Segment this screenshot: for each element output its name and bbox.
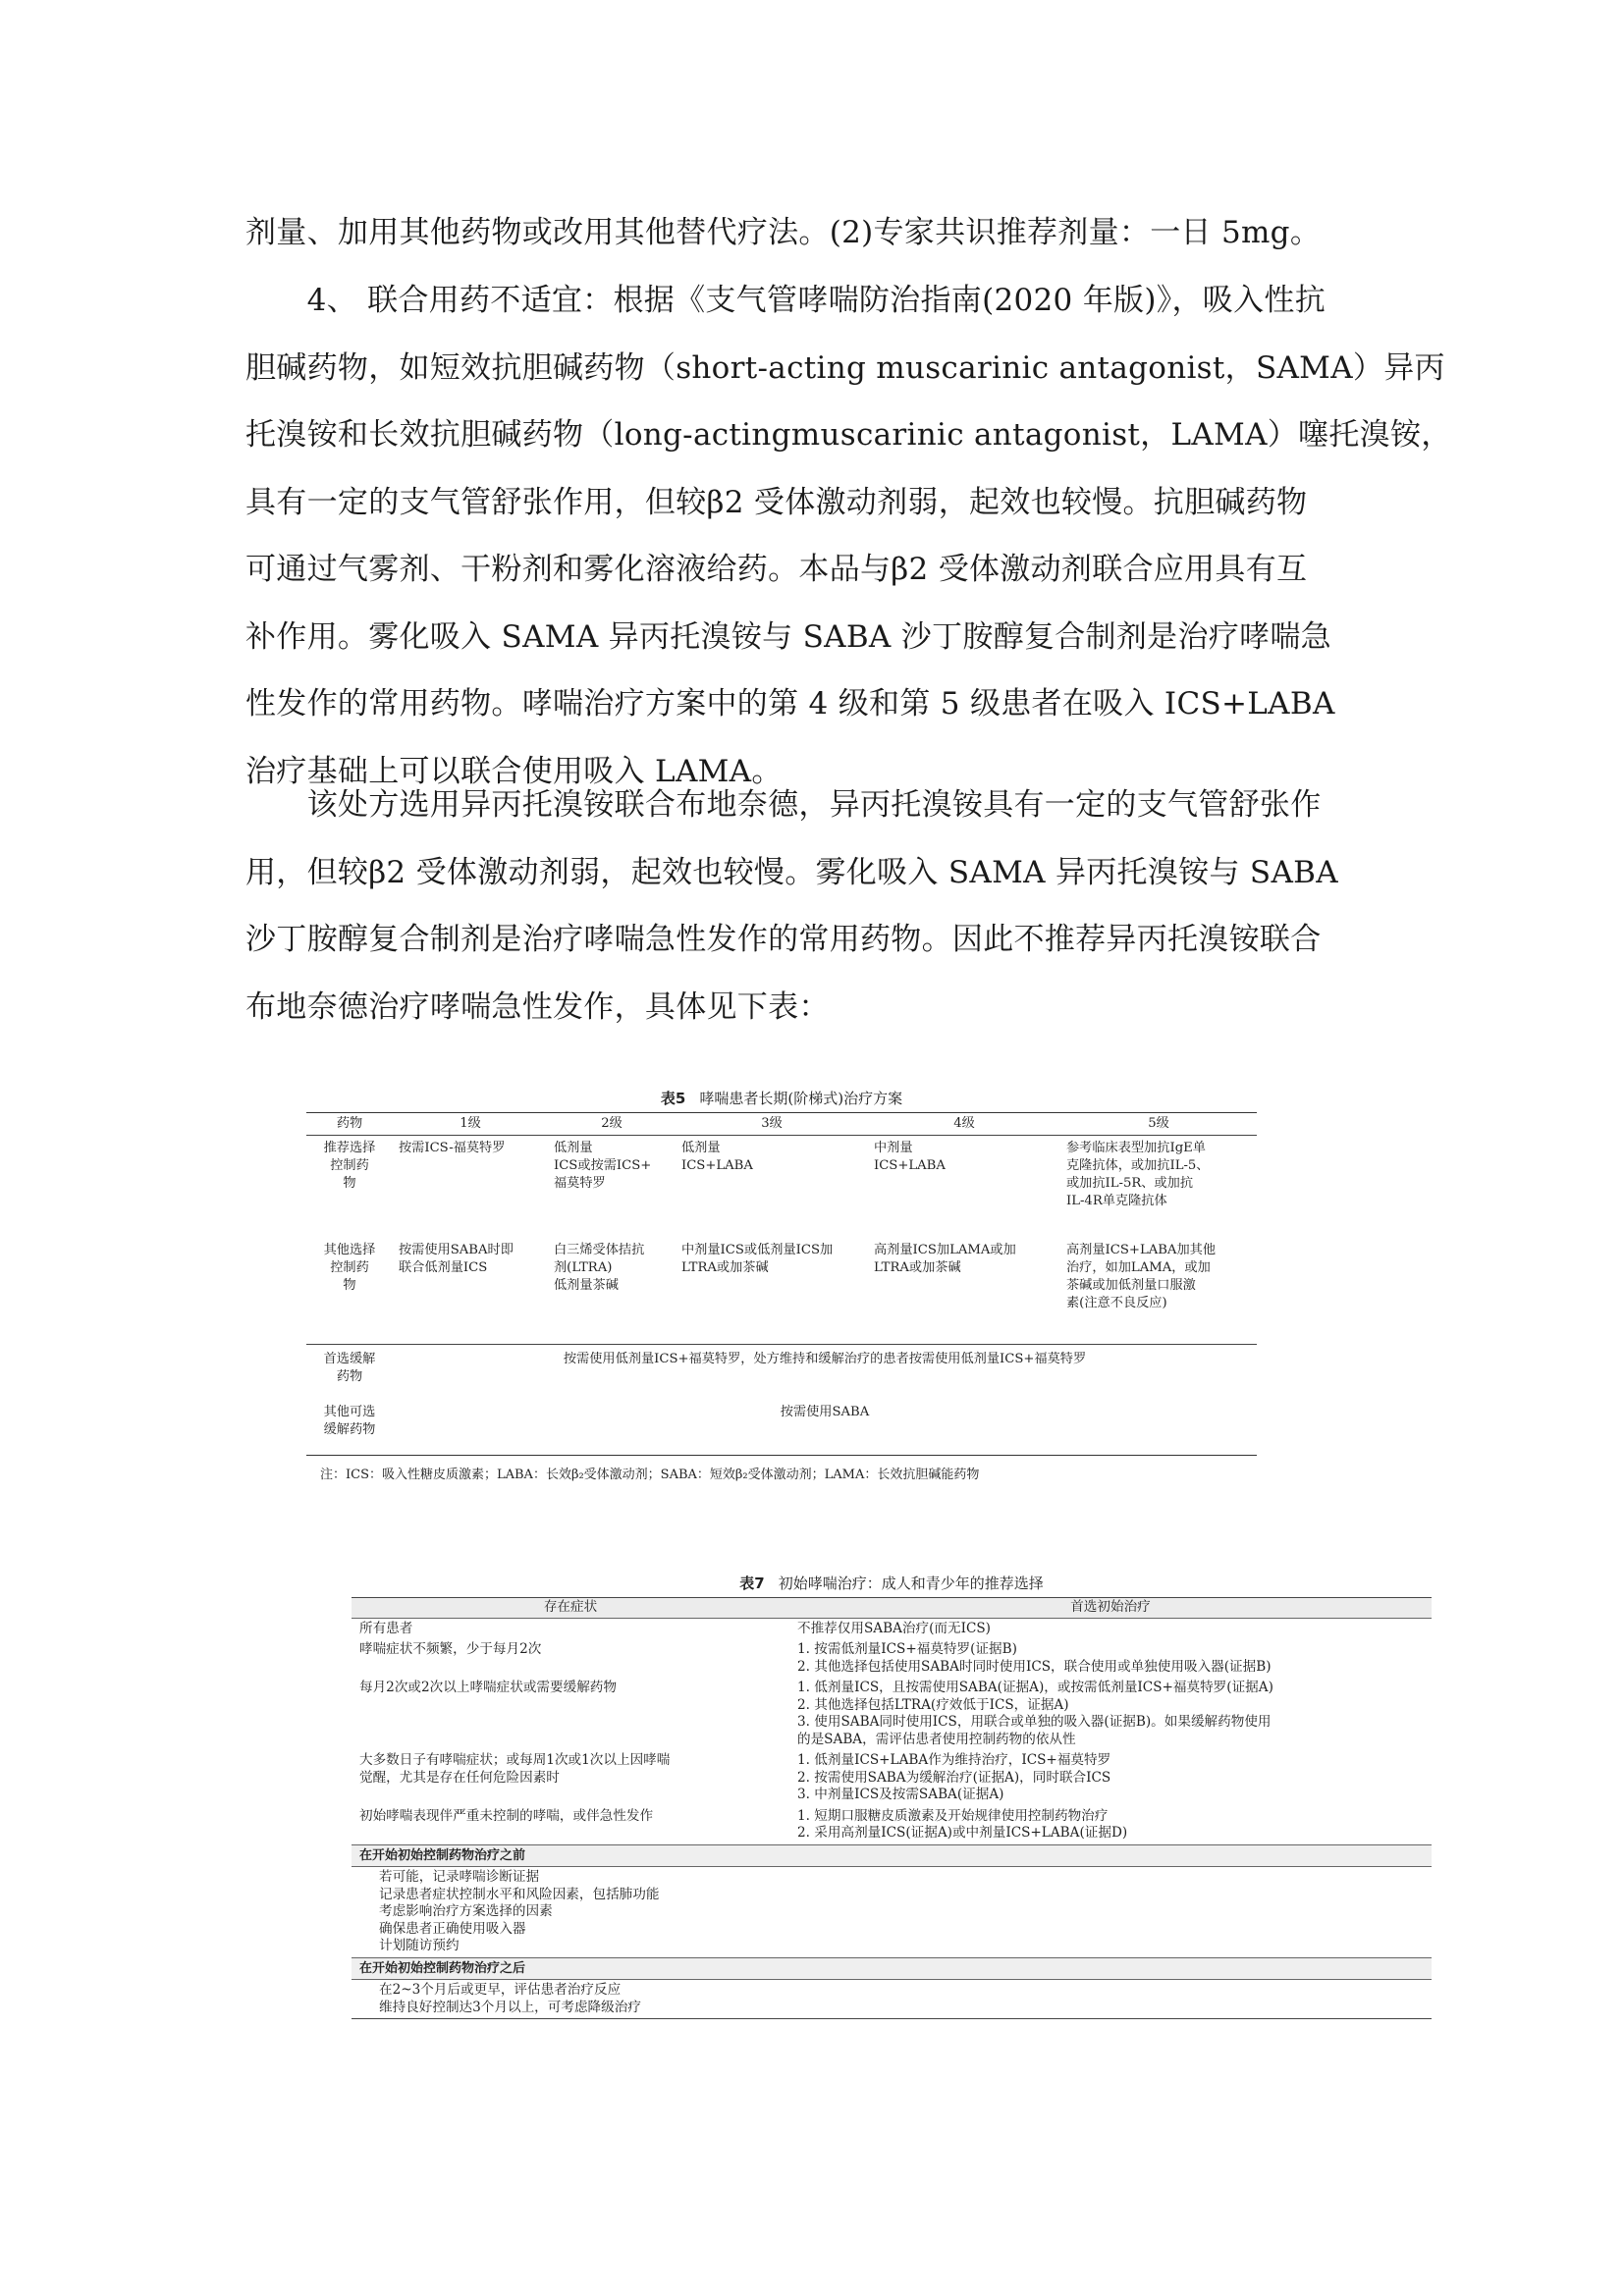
table5-cell-line: 其他可选 [323, 1405, 376, 1419]
table7-cell-line: 2. 采用高剂量ICS(证据A)或中剂量ICS+LABA(证据D) [797, 1825, 1128, 1841]
table5-header: 5级 [1060, 1113, 1257, 1136]
table5-cell [548, 1240, 676, 1345]
table5-cell-line: 低剂量茶碱 [554, 1278, 619, 1293]
table5-cell [868, 1136, 1060, 1241]
paragraph-3 [245, 772, 1384, 1041]
table7-section-list [352, 1980, 1432, 2019]
table5-cell-line: 或加抗IL-5R、或加抗 [1066, 1176, 1194, 1191]
table5-cell [548, 1136, 676, 1241]
table5-cell-line: 物 [343, 1176, 356, 1191]
table5-cell-line: LTRA或加茶碱 [681, 1260, 769, 1275]
table5-cell-line: 控制药 [330, 1158, 369, 1173]
table7-cell-line: 3. 中剂量ICS及按需SABA(证据A) [797, 1787, 1004, 1802]
table5-header: 2级 [548, 1113, 676, 1136]
table7-symptom-cell [352, 1639, 789, 1678]
table5-cell-line: ICS或按需ICS+ [554, 1158, 652, 1173]
table7-list-item: 在2~3个月后或更早，评估患者治疗反应 [379, 1982, 622, 1998]
table5-header: 药物 [306, 1113, 393, 1136]
table5-reliever-row [306, 1345, 1257, 1401]
table7-symptom-cell [352, 1618, 789, 1639]
table5-reliever-label [306, 1400, 393, 1456]
table7-row [352, 1639, 1432, 1678]
table7-row [352, 1750, 1432, 1806]
table5-cell-line: ICS+LABA [681, 1158, 753, 1173]
table5-reliever-label [306, 1345, 393, 1401]
table5-cell-line: 高剂量ICS+LABA加其他 [1066, 1243, 1217, 1257]
table7-list-item: 记录患者症状控制水平和风险因素，包括肺功能 [379, 1886, 660, 1902]
paragraph-line: 胆碱药物，如短效抗胆碱药物（short-acting muscarinic antagonist，SAMA）异丙 [245, 349, 1445, 386]
table7-caption [352, 1573, 1432, 1593]
table5-cell-line: 其他选择 [323, 1243, 376, 1257]
table5-cell [868, 1240, 1060, 1345]
table7-list-item: 若可能，记录哮喘诊断证据 [379, 1869, 540, 1885]
table7-cell-line: 2. 按需使用SABA为缓解治疗(证据A)，同时联合ICS [797, 1769, 1111, 1786]
table7-symptom-cell [352, 1678, 789, 1750]
table5-cell-line: 低剂量 [681, 1141, 721, 1155]
table7-list-item: 考虑影响治疗方案选择的因素 [379, 1903, 553, 1919]
table5-header-row [306, 1113, 1257, 1136]
table7-section-body [352, 1980, 1432, 2019]
table5-cell-line: 治疗，如加LAMA，或加 [1066, 1260, 1211, 1275]
table5-reliever-row [306, 1400, 1257, 1456]
table5-cell-line: 高剂量ICS加LAMA或加 [874, 1243, 1016, 1257]
table5-cell-line: 缓解药物 [323, 1422, 376, 1437]
table5-header: 3级 [676, 1113, 868, 1136]
table5-cell-line: IL-4R单克隆抗体 [1066, 1194, 1167, 1208]
table7-section-list [352, 1867, 1432, 1958]
table5-header: 1级 [393, 1113, 548, 1136]
table7-cell-line: 不推荐仅用SABA治疗(而无ICS) [797, 1620, 991, 1636]
table7-row [352, 1678, 1432, 1750]
table7-cell-line: 觉醒，尤其是存在任何危险因素时 [359, 1769, 560, 1786]
table7-cell-line: 所有患者 [359, 1620, 413, 1636]
table5-cell-line: 白三烯受体拮抗 [554, 1243, 645, 1257]
table5-cell-line: 首选缓解 [323, 1352, 376, 1366]
paragraph-line: 该处方选用异丙托溴铵联合布地奈德，异丙托溴铵具有一定的支气管舒张作 [245, 787, 1322, 823]
table7-row [352, 1618, 1432, 1639]
table7-label: 表7 [739, 1575, 765, 1592]
table7-section-body [352, 1867, 1432, 1958]
table7-cell-line: 哮喘症状不频繁，少于每月2次 [359, 1641, 542, 1657]
paragraph-line: 4、 联合用药不适宜：根据《支气管哮喘防治指南(2020 年版)》，吸入性抗 [245, 283, 1326, 318]
table5-cell [676, 1240, 868, 1345]
table5-cell-line: LTRA或加茶碱 [874, 1260, 961, 1275]
table7-treatment-cell [789, 1678, 1432, 1750]
table7-section-heading: 在开始初始控制药物治疗之前 [352, 1844, 1432, 1867]
table7-cell-line: 3. 使用SABA同时使用ICS，用联合或单独的吸入器(证据B)。如果缓解药物使用 [797, 1714, 1272, 1730]
table5-cell-line: 推荐选择 [323, 1141, 376, 1155]
table5-cell-line: 中剂量ICS或低剂量ICS加 [681, 1243, 834, 1257]
paragraph-2 [245, 267, 1452, 805]
table7-row [352, 1806, 1432, 1845]
paragraph-1 [245, 199, 1384, 267]
table5-cell-line: 药物 [336, 1369, 363, 1384]
paragraph-line: 可通过气雾剂、干粉剂和雾化溶液给药。本品与β2 受体激动剂联合应用具有互 [245, 552, 1308, 587]
table5-cell [676, 1136, 868, 1241]
table7-cell-line: 1. 短期口服糖皮质激素及开始规律使用控制药物治疗 [797, 1807, 1109, 1824]
table5-note: 注：ICS：吸入性糖皮质激素；LABA：长效β₂受体激动剂；SABA：短效β₂受体激动剂；LAMA：长效抗胆碱能药物 [320, 1468, 980, 1482]
table5-header: 4级 [868, 1113, 1060, 1136]
table5-cell-line: 低剂量 [554, 1141, 593, 1155]
paragraph-line: 性发作的常用药物。哮喘治疗方案中的第 4 级和第 5 级患者在吸入 ICS+LABA [245, 686, 1335, 721]
table5-cell-line: 茶碱或加低剂量口服激 [1066, 1278, 1196, 1293]
table7-section-row [352, 1957, 1432, 1980]
table7-cell-line: 1. 低剂量ICS+LABA作为维持治疗，ICS+福莫特罗 [797, 1752, 1111, 1768]
table7-header: 首选初始治疗 [789, 1598, 1432, 1619]
table7-list-item: 计划随访预约 [379, 1938, 460, 1953]
table5-cell [1060, 1136, 1257, 1241]
table7-treatment-cell [789, 1806, 1432, 1845]
table7-cell-line: 的是SABA，需评估患者使用控制药物的依从性 [797, 1731, 1076, 1747]
table5 [306, 1112, 1257, 1456]
table7-cell-line: 2. 其他选择包括LTRA(疗效低于ICS，证据A) [797, 1696, 1069, 1713]
table5-cell-line: 按需ICS-福莫特罗 [399, 1141, 506, 1155]
table5-cell-line: 福莫特罗 [554, 1176, 606, 1191]
table5-cell-line: 控制药 [330, 1260, 369, 1275]
paragraph-line: 沙丁胺醇复合制剂是治疗哮喘急性发作的常用药物。因此不推荐异丙托溴铵联合 [245, 922, 1322, 957]
table5-reliever-value: 按需使用低剂量ICS+福莫特罗，处方维持和缓解治疗的患者按需使用低剂量ICS+福莫特罗 [393, 1345, 1257, 1401]
paragraph-line: 剂量、加用其他药物或改用其他替代疗法。(2)专家共识推荐剂量：一日 5mg。 [245, 215, 1322, 250]
table5-row [306, 1136, 1257, 1241]
table5-cell [1060, 1240, 1257, 1345]
table7-cell-line: 大多数日子有哮喘症状；或每周1次或1次以上因哮喘 [359, 1752, 671, 1768]
table7-list-item: 确保患者正确使用吸入器 [379, 1920, 526, 1937]
table7-cell-line: 1. 低剂量ICS，且按需使用SABA(证据A)，或按需低剂量ICS+福莫特罗(证据A) [797, 1680, 1273, 1695]
table5-cell [306, 1136, 393, 1241]
table5-cell [306, 1240, 393, 1345]
table7-list-item: 维持良好控制达3个月以上，可考虑降级治疗 [379, 1999, 641, 2015]
table7-symptom-cell [352, 1806, 789, 1845]
table7-treatment-cell [789, 1750, 1432, 1806]
table7 [352, 1597, 1432, 2019]
table7-symptom-cell [352, 1750, 789, 1806]
table5-title: 哮喘患者长期(阶梯式)治疗方案 [699, 1090, 903, 1107]
table5-cell [393, 1240, 548, 1345]
table5-cell [393, 1136, 548, 1241]
table7-treatment-cell [789, 1618, 1432, 1639]
table5-cell-line: 克隆抗体，或加抗IL-5、 [1066, 1158, 1210, 1173]
table7-cell-line: 1. 按需低剂量ICS+福莫特罗(证据B) [797, 1641, 1017, 1657]
table7-section-heading: 在开始初始控制药物治疗之后 [352, 1957, 1432, 1980]
table7-cell-line: 2. 其他选择包括使用SABA时同时使用ICS，联合使用或单独使用吸入器(证据B) [797, 1658, 1272, 1675]
paragraph-line: 具有一定的支气管舒张作用，但较β2 受体激动剂弱，起效也较慢。抗胆碱药物 [245, 484, 1308, 520]
table5-cell-line: ICS+LABA [874, 1158, 946, 1173]
table5-cell-line: 联合低剂量ICS [399, 1260, 488, 1275]
table5-cell-line: 中剂量 [874, 1141, 913, 1155]
table7-treatment-cell [789, 1639, 1432, 1678]
table7-cell-line: 每月2次或2次以上哮喘症状或需要缓解药物 [359, 1680, 617, 1695]
paragraph-line: 托溴铵和长效抗胆碱药物（long-actingmuscarinic antagonist，LAMA）噻托溴铵， [245, 417, 1452, 453]
table5-cell-line: 参考临床表型加抗IgE单 [1066, 1141, 1206, 1155]
table5-cell-line: 物 [343, 1278, 356, 1293]
table7-section-row [352, 1844, 1432, 1867]
table7-header-row [352, 1598, 1432, 1619]
paragraph-line: 用，但较β2 受体激动剂弱，起效也较慢。雾化吸入 SAMA 异丙托溴铵与 SABA [245, 854, 1338, 890]
table5-label: 表5 [660, 1090, 686, 1107]
table5-cell-line: 按需使用SABA时即 [399, 1243, 514, 1257]
table5-reliever-value: 按需使用SABA [393, 1400, 1257, 1456]
paragraph-line: 补作用。雾化吸入 SAMA 异丙托溴铵与 SABA 沙丁胺醇复合制剂是治疗哮喘急 [245, 618, 1331, 655]
paragraph-line: 布地奈德治疗哮喘急性发作，具体见下表： [245, 988, 830, 1025]
table5-row [306, 1240, 1257, 1345]
table5-cell-line: 素(注意不良反应) [1066, 1296, 1167, 1310]
table7-cell-line: 初始哮喘表现伴严重未控制的哮喘，或伴急性发作 [359, 1807, 654, 1824]
table7-title: 初始哮喘治疗：成人和青少年的推荐选择 [778, 1575, 1044, 1592]
table5-cell-line: 剂(LTRA) [554, 1260, 613, 1275]
table5-caption [306, 1088, 1257, 1108]
paragraph-line: 治疗基础上可以联合使用吸入 LAMA。 [245, 753, 783, 789]
table7-header: 存在症状 [352, 1598, 789, 1619]
